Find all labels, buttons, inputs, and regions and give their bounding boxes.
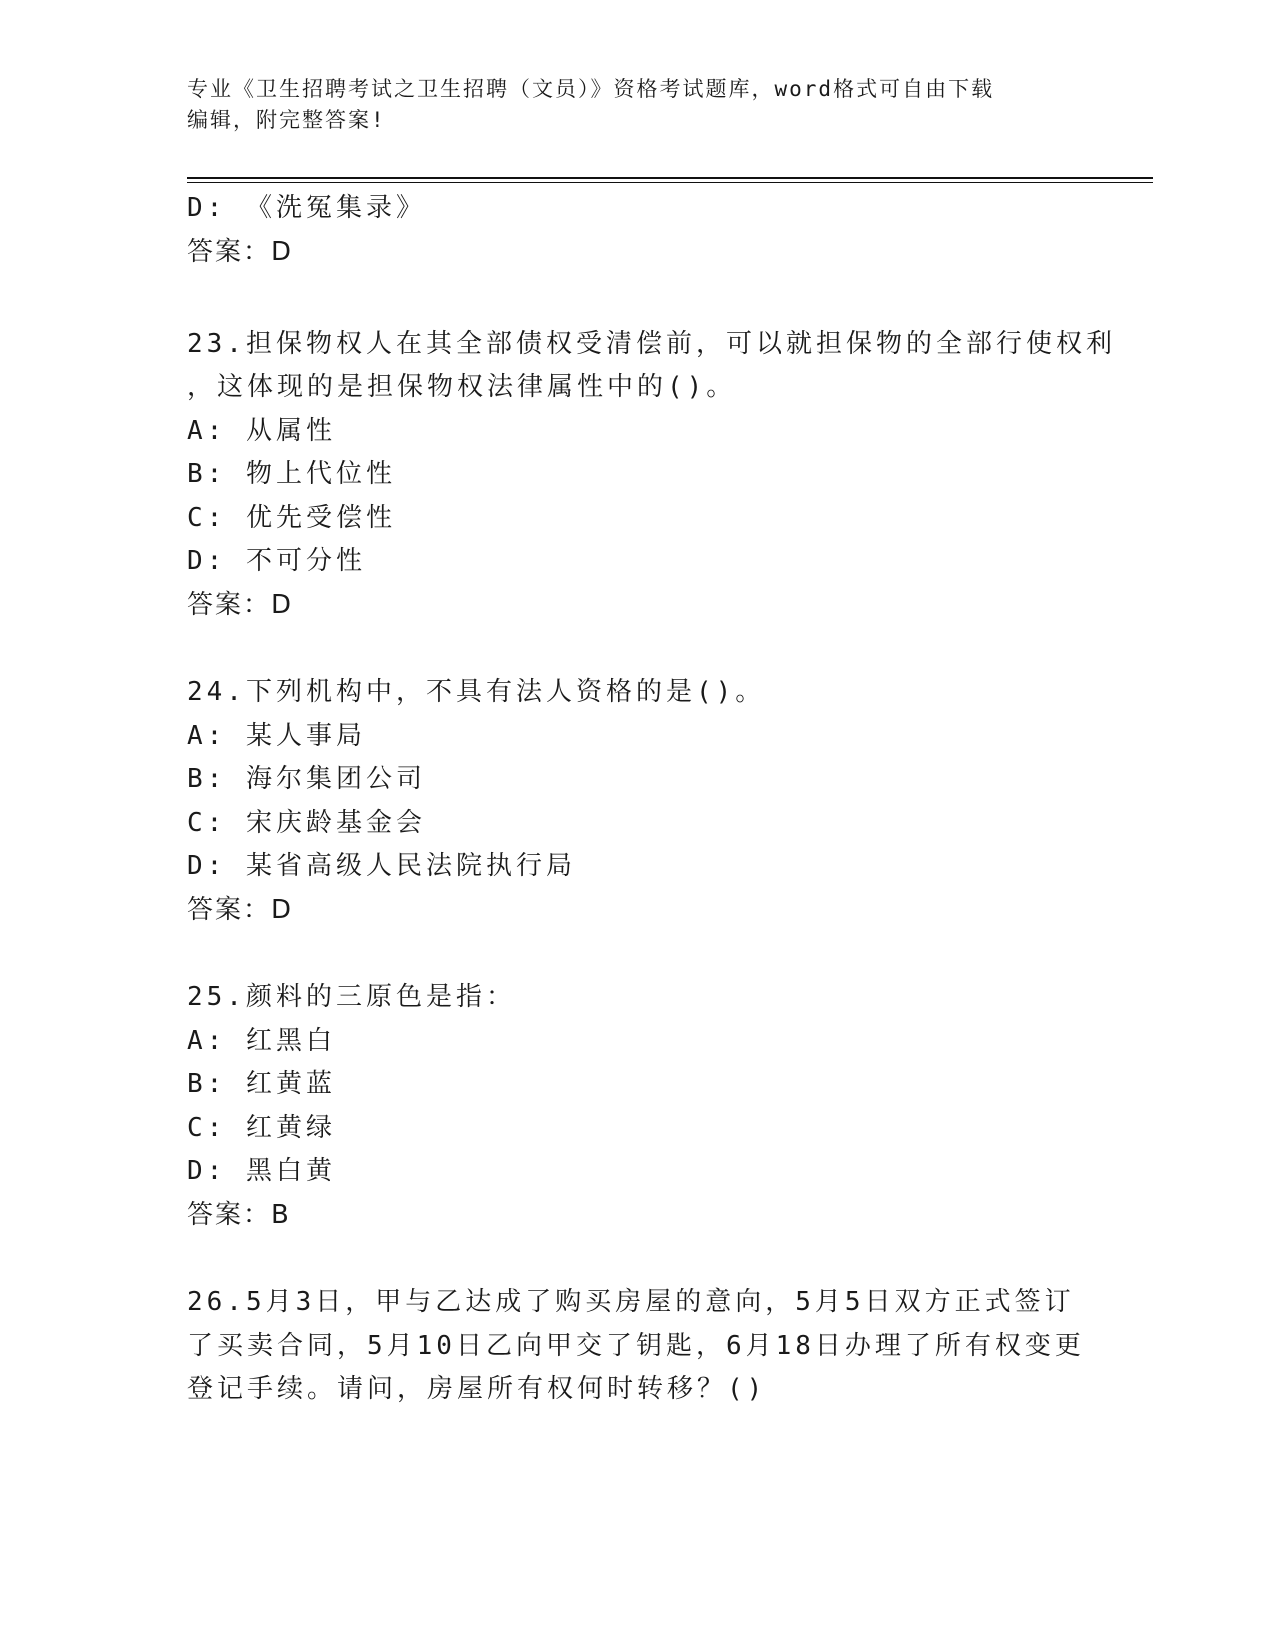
q24-option-c: C: 宋庆龄基金会 <box>187 808 426 838</box>
q24-option-a: A: 某人事局 <box>187 721 366 751</box>
header-line-2: 编辑，附完整答案! <box>187 108 386 132</box>
q23-option-b: B: 物上代位性 <box>187 459 396 489</box>
q26-stem-line-2: 了买卖合同，5月10日乙向甲交了钥匙，6月18日办理了所有权变更 <box>187 1331 1085 1361</box>
q22-answer: 答案：D <box>187 237 294 267</box>
q26-stem-line-3: 登记手续。请问，房屋所有权何时转移？() <box>187 1374 767 1404</box>
q25-answer: 答案：B <box>187 1200 291 1230</box>
header-line-1: 专业《卫生招聘考试之卫生招聘（文员）》资格考试题库，word格式可自由下载 <box>187 77 995 101</box>
q23-option-d: D: 不可分性 <box>187 546 366 576</box>
q23-option-a: A: 从属性 <box>187 416 336 446</box>
q23-answer: 答案：D <box>187 590 294 620</box>
q23-stem-line-1: 23.担保物权人在其全部债权受清偿前，可以就担保物的全部行使权利 <box>187 329 1116 359</box>
header-divider-thin <box>187 182 1153 183</box>
q26-stem-line-1: 26.5月3日，甲与乙达成了购买房屋的意向，5月5日双方正式签订 <box>187 1287 1075 1317</box>
q24-option-b: B: 海尔集团公司 <box>187 764 426 794</box>
q25-option-d: D: 黑白黄 <box>187 1156 336 1186</box>
q24-stem: 24.下列机构中，不具有法人资格的是()。 <box>187 677 766 707</box>
document-header <box>187 74 1067 136</box>
q22-option-d: D: 《洗冤集录》 <box>187 193 426 223</box>
q25-option-a: A: 红黑白 <box>187 1026 336 1056</box>
q24-answer: 答案：D <box>187 895 294 925</box>
q25-option-b: B: 红黄蓝 <box>187 1069 336 1099</box>
q23-stem-line-2: ，这体现的是担保物权法律属性中的()。 <box>187 372 737 402</box>
header-divider-thick <box>187 177 1153 179</box>
q25-stem: 25.颜料的三原色是指： <box>187 982 516 1012</box>
q25-option-c: C: 红黄绿 <box>187 1113 336 1143</box>
q24-option-d: D: 某省高级人民法院执行局 <box>187 851 576 881</box>
q23-option-c: C: 优先受偿性 <box>187 503 396 533</box>
